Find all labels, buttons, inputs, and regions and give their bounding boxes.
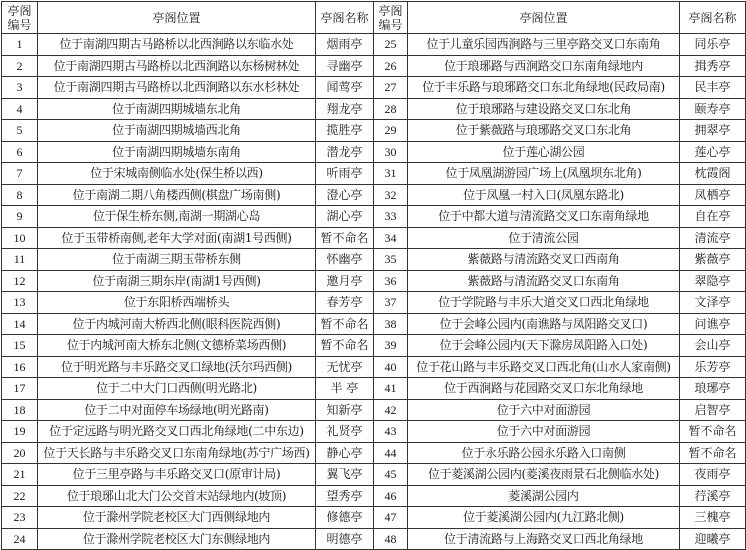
pavilion-name-cell: 邀月亭 [316, 270, 374, 292]
table-row [2, 399, 746, 421]
pavilion-location-cell: 位于保生桥东侧,南湖一期湖心岛 [38, 206, 316, 228]
pavilion-number-cell: 15 [2, 335, 38, 357]
pavilion-name-cell: 同乐亭 [680, 34, 746, 56]
pavilion-number-cell: 31 [374, 163, 408, 185]
pavilion-number-cell: 27 [374, 77, 408, 99]
pavilion-name-cell: 枕霞阁 [680, 163, 746, 185]
table-row [2, 528, 746, 550]
pavilion-location-cell: 位于南湖四期城墙东北角 [38, 98, 316, 120]
pavilion-name-cell: 烟雨亭 [316, 34, 374, 56]
pavilion-name-cell: 启智亭 [680, 399, 746, 421]
pavilion-location-cell: 位于琅琊山北大门公交首末站绿地内(坡顶) [38, 485, 316, 507]
pavilion-location-cell: 位于儿童乐园西涧路与三里亭路交叉口东南角 [408, 34, 680, 56]
pavilion-number-cell: 47 [374, 507, 408, 529]
pavilion-location-cell: 位于南湖四期城墙东南角 [38, 141, 316, 163]
pavilion-number-cell: 3 [2, 77, 38, 99]
pavilion-number-cell: 23 [2, 507, 38, 529]
pavilion-name-cell: 问谯亭 [680, 313, 746, 335]
table-row [2, 227, 746, 249]
header-number-text: 亭阁 编号 [378, 3, 403, 32]
pavilion-number-cell: 39 [374, 335, 408, 357]
pavilion-location-cell: 位于花山路与丰乐路交叉口西北角(山水人家南侧) [408, 356, 680, 378]
pavilion-number-cell: 28 [374, 98, 408, 120]
header-number-left [2, 2, 38, 34]
pavilion-number-cell: 4 [2, 98, 38, 120]
table-row [2, 249, 746, 271]
pavilion-location-cell: 位于东阳桥西端桥头 [38, 292, 316, 314]
table-row [2, 442, 746, 464]
pavilion-name-cell: 翼飞亭 [316, 464, 374, 486]
pavilion-location-cell: 位于滁州学院老校区大门东侧绿地内 [38, 528, 316, 550]
pavilion-number-cell: 26 [374, 55, 408, 77]
pavilion-location-cell: 位于南湖四期城墙西北角 [38, 120, 316, 142]
pavilion-number-cell: 30 [374, 141, 408, 163]
pavilion-location-cell: 位于莲心湖公园 [408, 141, 680, 163]
pavilion-number-cell: 32 [374, 184, 408, 206]
pavilion-name-cell: 知新亭 [316, 399, 374, 421]
pavilion-location-cell: 位于南湖四期古马路桥以北西涧路以东水杉林处 [38, 77, 316, 99]
pavilion-name-cell: 礼贤亭 [316, 421, 374, 443]
pavilion-name-cell: 暂不命名 [680, 442, 746, 464]
pavilion-name-cell: 莲心亭 [680, 141, 746, 163]
table-row [2, 335, 746, 357]
pavilion-number-cell: 25 [374, 34, 408, 56]
pavilion-number-cell: 9 [2, 206, 38, 228]
table-row [2, 34, 746, 56]
pavilion-location-cell: 紫薇路与清流路交叉口东南角 [408, 270, 680, 292]
table-row [2, 163, 746, 185]
pavilion-name-cell: 文泽亭 [680, 292, 746, 314]
pavilion-number-cell: 34 [374, 227, 408, 249]
pavilion-location-cell: 位于会峰公园内(南谯路与凤阳路交叉口) [408, 313, 680, 335]
pavilion-name-cell: 翔龙亭 [316, 98, 374, 120]
pavilion-number-cell: 21 [2, 464, 38, 486]
pavilion-location-cell: 位于南湖三期东岸(南湖1号西侧) [38, 270, 316, 292]
table-row [2, 270, 746, 292]
table-row [2, 141, 746, 163]
pavilion-name-cell: 翠隐亭 [680, 270, 746, 292]
pavilion-location-cell: 位于宋城南侧临水处(保生桥以西) [38, 163, 316, 185]
pavilion-location-cell: 位于南湖二期八角楼西侧(棋盘广场南侧) [38, 184, 316, 206]
pavilion-number-cell: 20 [2, 442, 38, 464]
table-row [2, 184, 746, 206]
pavilion-location-cell: 位于会峰公园内(天下滁房凤阳路入口处) [408, 335, 680, 357]
pavilion-number-cell: 24 [2, 528, 38, 550]
pavilion-location-cell: 位于内城河南大桥西北侧(眼科医院西侧) [38, 313, 316, 335]
pavilion-number-cell: 17 [2, 378, 38, 400]
pavilion-location-cell: 位于清流路与上海路交叉口西北角绿地 [408, 528, 680, 550]
pavilion-name-cell: 闻莺亭 [316, 77, 374, 99]
table-header [2, 2, 746, 34]
header-number-text: 亭阁 编号 [7, 3, 32, 32]
pavilion-number-cell: 2 [2, 55, 38, 77]
pavilion-name-cell: 荇溪亭 [680, 485, 746, 507]
pavilion-location-cell: 位于二中大门口西侧(明光路北) [38, 378, 316, 400]
pavilion-name-cell: 琅琊亭 [680, 378, 746, 400]
pavilion-number-cell: 11 [2, 249, 38, 271]
pavilion-number-cell: 10 [2, 227, 38, 249]
pavilion-location-cell: 位于凤凰湖游园广场上(凤凰坝东北角) [408, 163, 680, 185]
table-row [2, 292, 746, 314]
pavilion-location-cell: 位于六中对面游园 [408, 399, 680, 421]
pavilion-number-cell: 8 [2, 184, 38, 206]
table-row [2, 378, 746, 400]
header-number-right [374, 2, 408, 34]
pavilion-number-cell: 35 [374, 249, 408, 271]
pavilion-name-cell: 迎曦亭 [680, 528, 746, 550]
pavilion-name-cell: 明德亭 [316, 528, 374, 550]
pavilion-location-cell: 位于二中对面停车场绿地(明光路南) [38, 399, 316, 421]
pavilion-name-cell: 澄心亭 [316, 184, 374, 206]
pavilion-name-cell: 望秀亭 [316, 485, 374, 507]
table-row [2, 120, 746, 142]
pavilion-number-cell: 19 [2, 421, 38, 443]
pavilion-location-cell: 位于清流公园 [408, 227, 680, 249]
pavilion-name-cell: 修德亭 [316, 507, 374, 529]
pavilion-number-cell: 40 [374, 356, 408, 378]
pavilion-location-cell: 位于天长路与丰乐路交叉口东南角绿地(苏宁广场西) [38, 442, 316, 464]
pavilion-name-cell: 拥翠亭 [680, 120, 746, 142]
pavilion-name-cell: 暂不命名 [316, 227, 374, 249]
pavilion-name-cell: 紫薇亭 [680, 249, 746, 271]
pavilion-number-cell: 43 [374, 421, 408, 443]
pavilion-name-cell: 民丰亭 [680, 77, 746, 99]
pavilion-number-cell: 6 [2, 141, 38, 163]
table-row [2, 77, 746, 99]
pavilion-name-cell: 潜龙亭 [316, 141, 374, 163]
pavilion-location-cell: 位于菱溪湖公园内(九江路北侧) [408, 507, 680, 529]
pavilion-name-cell: 会山亭 [680, 335, 746, 357]
pavilion-table [1, 1, 746, 550]
pavilion-location-cell: 位于琅琊路与西涧路交口东南角绿地内 [408, 55, 680, 77]
table-row [2, 507, 746, 529]
pavilion-name-cell: 怀幽亭 [316, 249, 374, 271]
pavilion-location-cell: 菱溪湖公园内 [408, 485, 680, 507]
pavilion-location-cell: 位于南湖四期古马路桥以北西涧路以东杨树林处 [38, 55, 316, 77]
header-location-left: 亭阁位置 [38, 2, 316, 34]
pavilion-number-cell: 38 [374, 313, 408, 335]
header-name-left: 亭阁名称 [316, 2, 374, 34]
pavilion-number-cell: 18 [2, 399, 38, 421]
pavilion-number-cell: 44 [374, 442, 408, 464]
pavilion-location-cell: 位于南湖三期玉带桥东侧 [38, 249, 316, 271]
pavilion-location-cell: 位于定远路与明光路交叉口西北角绿地(二中东边) [38, 421, 316, 443]
pavilion-number-cell: 41 [374, 378, 408, 400]
pavilion-location-cell: 位于六中对面游园 [408, 421, 680, 443]
pavilion-location-cell: 位于滁州学院老校区大门西侧绿地内 [38, 507, 316, 529]
pavilion-name-cell: 三槐亭 [680, 507, 746, 529]
pavilion-location-cell: 位于丰乐路与琅琊路交口东北角绿地(民政局南) [408, 77, 680, 99]
pavilion-number-cell: 5 [2, 120, 38, 142]
table-row [2, 485, 746, 507]
pavilion-number-cell: 7 [2, 163, 38, 185]
pavilion-location-cell: 位于琅琊路与建设路交叉口东北角 [408, 98, 680, 120]
pavilion-name-cell: 暂不命名 [680, 421, 746, 443]
pavilion-number-cell: 36 [374, 270, 408, 292]
pavilion-number-cell: 45 [374, 464, 408, 486]
table-row [2, 421, 746, 443]
pavilion-location-cell: 位于内城河南大桥东北侧(文德桥菜场西侧) [38, 335, 316, 357]
header-row [2, 2, 746, 34]
pavilion-number-cell: 46 [374, 485, 408, 507]
pavilion-location-cell: 位于紫薇路与琅琊路交叉口东北角 [408, 120, 680, 142]
pavilion-number-cell: 1 [2, 34, 38, 56]
pavilion-location-cell: 位于三里亭路与丰乐路交叉口(原审计局) [38, 464, 316, 486]
pavilion-name-cell: 暂不命名 [316, 335, 374, 357]
pavilion-location-cell: 位于中都大道与清流路交叉口东南角绿地 [408, 206, 680, 228]
pavilion-number-cell: 14 [2, 313, 38, 335]
pavilion-name-cell: 无忧亭 [316, 356, 374, 378]
pavilion-location-cell: 位于凤凰一村入口(凤凰东路北) [408, 184, 680, 206]
pavilion-number-cell: 22 [2, 485, 38, 507]
pavilion-location-cell: 紫薇路与清流路交叉口西南角 [408, 249, 680, 271]
pavilion-number-cell: 29 [374, 120, 408, 142]
pavilion-name-cell: 夜雨亭 [680, 464, 746, 486]
table-body [2, 34, 746, 550]
pavilion-location-cell: 位于学院路与丰乐大道交叉口西北角绿地 [408, 292, 680, 314]
pavilion-name-cell: 凤栖亭 [680, 184, 746, 206]
pavilion-name-cell: 乐芳亭 [680, 356, 746, 378]
pavilion-location-cell: 位于西涧路与花园路交叉口东北角绿地 [408, 378, 680, 400]
table-row [2, 206, 746, 228]
pavilion-number-cell: 13 [2, 292, 38, 314]
pavilion-name-cell: 寻幽亭 [316, 55, 374, 77]
pavilion-number-cell: 42 [374, 399, 408, 421]
pavilion-name-cell: 揽胜亭 [316, 120, 374, 142]
pavilion-location-cell: 位于明光路与丰乐路交叉口绿地(沃尔玛西侧) [38, 356, 316, 378]
pavilion-name-cell: 春芳亭 [316, 292, 374, 314]
pavilion-number-cell: 37 [374, 292, 408, 314]
table-row [2, 464, 746, 486]
pavilion-name-cell: 湖心亭 [316, 206, 374, 228]
pavilion-name-cell: 暂不命名 [316, 313, 374, 335]
table-row [2, 98, 746, 120]
pavilion-number-cell: 48 [374, 528, 408, 550]
pavilion-number-cell: 12 [2, 270, 38, 292]
pavilion-name-cell: 自在亭 [680, 206, 746, 228]
pavilion-name-cell: 静心亭 [316, 442, 374, 464]
pavilion-name-cell: 揖秀亭 [680, 55, 746, 77]
pavilion-name-cell: 颐寿亭 [680, 98, 746, 120]
pavilion-name-cell: 清流亭 [680, 227, 746, 249]
pavilion-name-cell: 半 亭 [316, 378, 374, 400]
pavilion-location-cell: 位于永乐路公园永乐路入口南侧 [408, 442, 680, 464]
pavilion-location-cell: 位于南湖四期古马路桥以北西涧路以东临水处 [38, 34, 316, 56]
pavilion-location-cell: 位于玉带桥南侧,老年大学对面(南湖1号西侧) [38, 227, 316, 249]
table-row [2, 55, 746, 77]
header-location-right: 亭阁位置 [408, 2, 680, 34]
header-name-right: 亭阁名称 [680, 2, 746, 34]
pavilion-location-cell: 位于菱溪湖公园内(菱溪夜雨景石北侧临水处) [408, 464, 680, 486]
pavilion-number-cell: 33 [374, 206, 408, 228]
pavilion-name-cell: 听雨亭 [316, 163, 374, 185]
table-row [2, 313, 746, 335]
table-row [2, 356, 746, 378]
pavilion-number-cell: 16 [2, 356, 38, 378]
